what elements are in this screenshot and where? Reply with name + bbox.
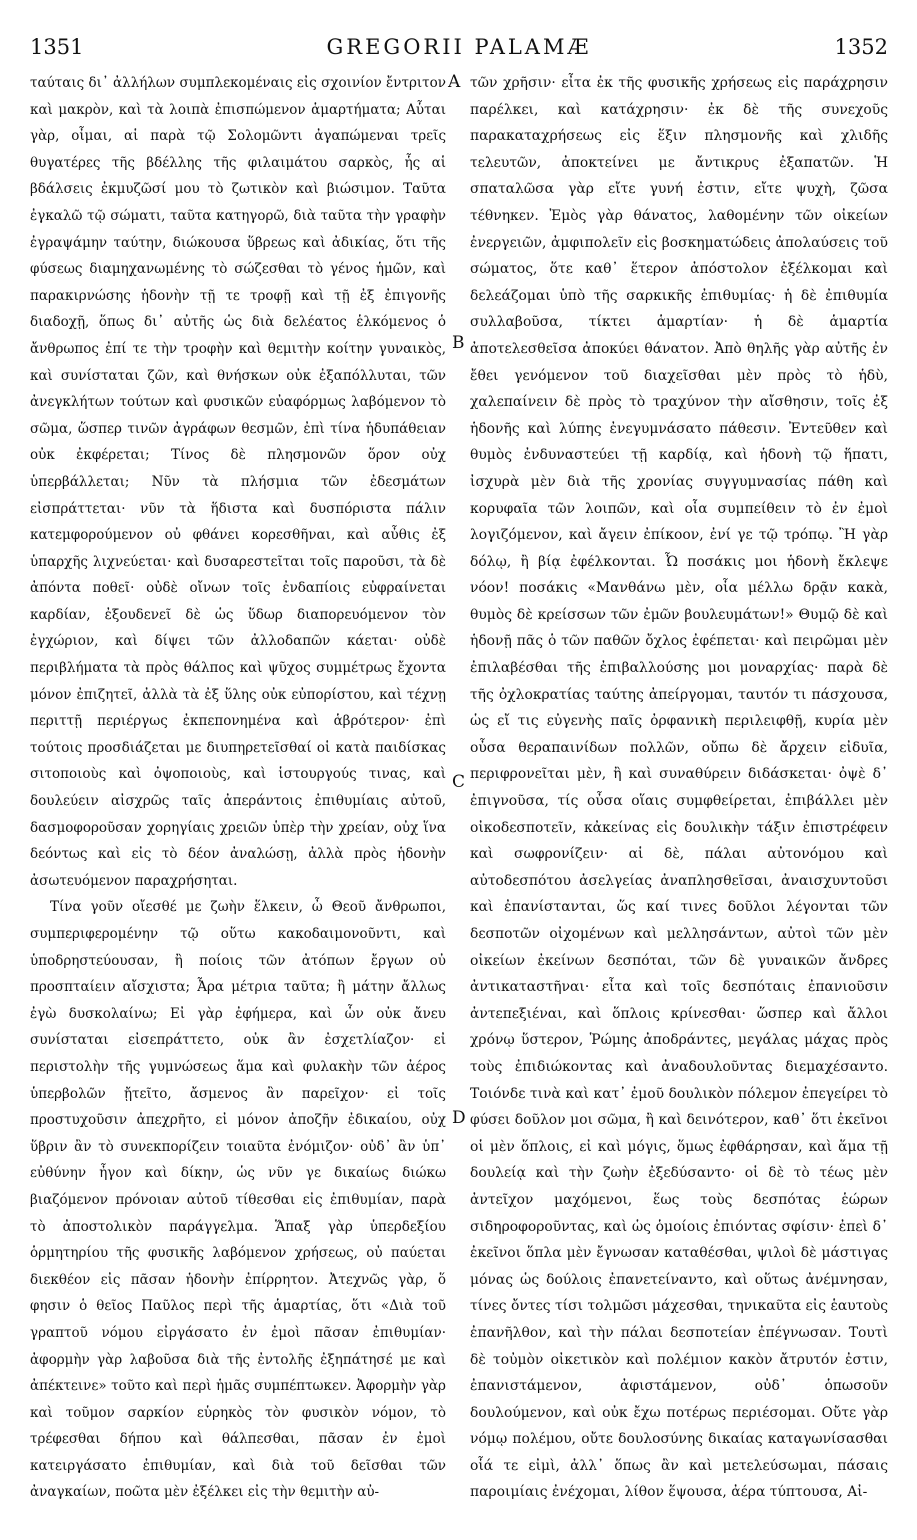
margin-letter-b: B bbox=[452, 333, 465, 353]
left-paragraph-1: ταύταις δι᾽ ἀλλήλων συμπλεκομέναις εἰς σχοινίον ἔντριτον καὶ μακρὸν, καὶ τὰ λοιπὰ ἐπισπώμενον ἁμαρτήματα; Αὗται γὰρ, οἶμαι, αἱ παρὰ τῷ Σολομῶντι ἀγαπώμεναι τρεῖς θυγατέρες τῆς βδέλλης τῆς φιλαιμάτου σαρκὸς, ἧς αἱ βδάλσεις ἐκμυζῶσί μου τὸ ζωτικὸν καὶ βιώσιμον. Ταῦτα ἐγκαλῶ τῷ σώματι, ταῦτα κατηγορῶ, διὰ ταῦτα τὴν γραφὴν ἐγραψάμην ταύτην, διώκουσα ὕβρεως καὶ ἀδικίας, ὅτι τῆς φύσεως διαμηχανωμένης τὸ σώζεσθαι τὸ γένος ἡμῶν, καὶ παρακιρνώσης ἡδονὴν τῇ τε τροφῇ καὶ τῇ ἐξ ἐπιγονῆς διαδοχῇ, ὅπως δι᾽ αὐτῆς ὡς διὰ δελέατος ἑλκόμενος ὁ ἄνθρωπος ἐπί τε τὴν τροφὴν καὶ θεμιτὴν κοίτην γυναικὸς, καὶ συνίσταται ζῶν, καὶ θνήσκων οὐκ ἐξαπόλλυται, τῶν ἀνεγκλήτων τούτων καὶ φυσικῶν εὐαφόρμως λαβόμενον τὸ σῶμα, ὥσπερ τινῶν ἀγράφων θεσμῶν, ἐπὶ τίνα ἡδυπάθειαν οὐκ ἐκφέρεται; Τίνος δὲ πλησμονῶν ὅρον οὐχ ὑπερβάλλεται; Νῦν τὰ πλήσμια τῶν ἐδεσμάτων εἰσπράττεται· νῦν τὰ ἥδιστα καὶ δυσπόριστα πάλιν κατεμφορούμενον οὐ φθάνει κορεσθῆναι, καὶ αὖθις ἐξ ὑπαρχῆς λιχνεύεται· καὶ δυσαρεστεῖται τοῖς παροῦσι, τὰ δὲ ἀπόντα ποθεῖ· οὐδὲ οἴνων τοῖς ἐνδαπίοις εὐφραίνεται καρδίαν, ἐξουδενεῖ δὲ ὡς ὕδωρ διαπορευόμενον τὸν ἐγχώριον, καὶ δίψει τῶν ἀλλοδαπῶν κάεται· οὐδὲ περιβλήματα τὰ πρὸς θάλπος καὶ ψῦχος συμμέτρως ἔχοντα μόνον ἐπιζητεῖ, ἀλλὰ τὰ ἐξ ὕλης οὐκ εὐπορίστου, καὶ τέχνῃ περιττῇ περιέργως ἐκπεπονημένα καὶ ἁβρότερον· ἐπὶ τούτοις προσδιάζεται με διυπηρετεῖσθαί οἱ κατὰ παιδίσκας σιτοποιοὺς καὶ ὀψοποιοὺς, καὶ ἱστουργούς τινας, καὶ δουλεύειν αἰσχρῶς ταῖς ἀπεράντοις ἐπιθυμίαις αὐτοῦ, δασμοφοροῦσαν χορηγίαις χρειῶν ὑπὲρ τὴν χρείαν, οὐχ ἵνα δεόντως καὶ εἰς τὸ δέον ἀναλώσῃ, ἀλλὰ πρὸς ἡδονὴν ἀσωτευόμενον παραχρήσηται. bbox=[30, 75, 446, 889]
left-column bbox=[30, 70, 446, 1506]
left-paragraph-2: Τίνα γοῦν οἴεσθέ με ζωὴν ἕλκειν, ὦ Θεοῦ ἄνθρωποι, συμπεριφερομένην τῷ οὕτω κακοδαιμονοῦντι, καὶ ὑποδρηστεύουσαν, ἢ ποίοις τῶν ἀτόπων ἔργων οὐ προσπταίειν αἴσχιστα; Ἆρα μέτρια ταῦτα; ἢ μάτην ἄλλως ἐγὼ δυσκολαίνω; Εἰ γὰρ ἐφήμερα, καὶ ὧν οὐκ ἄνευ συνίσταται εἰσεπράττετο, οὐκ ἂν ἐσχετλίαζον· εἰ περιστολὴν τῆς γυμνώσεως ἅμα καὶ φυλακὴν τῶν ἀέρος ὑπερβολῶν ᾔτεῖτο, ἄσμενος ἂν παρεῖχον· εἰ τοῖς προστυχοῦσιν ἀπεχρῆτο, εἰ μόνον ἀποζῆν ἐδικαίου, οὐχ ὕβριν ἂν τὸ συνεκπορίζειν τοιαῦτα ἐνόμιζον· οὐδ᾽ ἂν ὑπ᾽ εὐθύνην ἦγον καὶ δίκην, ὡς νῦν γε δικαίως διώκω βιαζόμενον πρόνοιαν αὐτοῦ τίθεσθαι εἰς ἐπιθυμίαν, παρὰ τὸ ἀποστολικὸν παράγγελμα. Ἅπαξ γὰρ ὑπερδεξίου ὁρμητηρίου τῆς φυσικῆς λαβόμενον χρήσεως, οὐ παύεται διεκθέον εἰς πᾶσαν ἡδονὴν ἐπίρρητον. Ἀτεχνῶς γὰρ, ὅ φησιν ὁ θεῖος Παῦλος περὶ τῆς ἁμαρτίας, ὅτι «Διὰ τοῦ γραπτοῦ νόμου εἰργάσατο ἐν ἐμοὶ πᾶσαν ἐπιθυμίαν· ἀφορμὴν γὰρ λαβοῦσα διὰ τῆς ἐντολῆς ἐξηπάτησέ με καὶ ἀπέκτεινε» τοῦτο καὶ περὶ ἡμᾶς συμπέπτωκεν. Ἀφορμὴν γὰρ καὶ τοῦμον σαρκίον εὑρηκὸς τὸν φυσικὸν νόμον, τὸ τρέφεσθαι δήπου καὶ θάλπεσθαι, πᾶσαν ἐν ἐμοὶ κατειργάσατο ἐπιθυμίαν, καὶ διὰ τοῦ δεῖσθαι τῶν ἀναγκαίων, ποῶτα μὲν ἐξέλκει εἰς τὴν θεμιτὴν αὐ- bbox=[30, 899, 446, 1501]
page-number-right: 1352 bbox=[834, 35, 888, 59]
margin-letter-d: D bbox=[452, 1108, 466, 1128]
margin-letter-a: A bbox=[448, 72, 461, 92]
right-paragraph-1: τῶν χρῆσιν· εἶτα ἐκ τῆς φυσικῆς χρήσεως εἰς παράχρησιν παρέλκει, καὶ κατάχρησιν· ἐκ δὲ τῆς συνεχοῦς παρακαταχρήσεως εἰς ἕξιν πλησμονῆς καὶ χλιδῆς τελευτῶν, ἀποκτείνει με ἄντικρυς ἐξαπατῶν. Ἡ σπαταλῶσα γὰρ εἴτε γυνή ἐστιν, εἴτε ψυχὴ, ζῶσα τέθνηκεν. Ἐμὸς γὰρ θάνατος, λαθομένην τῶν οἰκείων ἐνεργειῶν, ἀμφιπολεῖν εἰς βοσκηματώδεις ἀπολαύσεις τοῦ σώματος, ὅτε καθ᾽ ἕτερον ἀπόστολον ἐξέλκομαι καὶ δελεάζομαι ὑπὸ τῆς σαρκικῆς ἐπιθυμίας· ἡ δὲ ἐπιθυμία συλλαβοῦσα, τίκτει ἁμαρτίαν· ἡ δὲ ἁμαρτία ἀποτελεσθεῖσα ἀποκύει θάνατον. Ἀπὸ θηλῆς γὰρ αὐτῆς ἐν ἔθει γενόμενον τοῦ διαχεῖσθαι μὲν πρὸς τὸ ἡδὺ, χαλεπαίνειν δὲ πρὸς τὸ τραχύνον τὴν αἴσθησιν, τοῖς ἐξ ἡδονῆς καὶ λύπης ἐνεγυμνάσατο πάθεσιν. Ἐντεῦθεν καὶ θυμὸς ἐνδυναστεύει τῇ καρδίᾳ, καὶ ἡδονὴ τῷ ἥπατι, ἰσχυρὰ μὲν διὰ τῆς χρονίας συγγυμνασίας πάθη καὶ κορυφαῖα τῶν λοιπῶν, καὶ οἷα συμπείθειν τὸ ἐν ἐμοὶ λογιζόμενον, καὶ ἄγειν ἐπίκοον, ἐνί γε τῷ τρόπῳ. Ἢ γὰρ δόλῳ, ἢ βίᾳ ἐφέλκονται. Ὦ ποσάκις μοι ἡδονὴ ἔκλεψε νόον! ποσάκις «Μανθάνω μὲν, οἷα μέλλω δρᾷν κακὰ, θυμὸς δὲ κρείσσων τῶν ἐμῶν βουλευμάτων!» Θυμῷ δὲ καὶ ἡδονῇ πᾶς ὁ τῶν παθῶν ὄχλος ἐφέπεται· καὶ πειρῶμαι μὲν ἐπιλαβέσθαι τῆς ἐπιβαλλούσης μοι μοναρχίας· παρὰ δὲ τῆς ὀχλοκρατίας ταύτης ἀπείργομαι, ταυτόν τι πάσχουσα, ὡς εἴ τις εὐγενὴς παῖς ὀρφανικὴ περιλειφθῇ, κυρία μὲν οὖσα θεραπαινίδων πολλῶν, οὔπω δὲ ἄρχειν εἰδυῖα, περιφρονεῖται μὲν, ἢ καὶ συναθύρειν διδάσκεται· ὀψὲ δ᾽ ἐπιγνοῦσα, τίς οὖσα οἵαις συμφθείρεται, ἐπιβάλλει μὲν οἰκοδεσποτεῖν, κἀκείνας εἰς δουλικὴν τάξιν ἐπιστρέφειν καὶ σωφρονίζειν· αἱ δὲ, πάλαι αὐτονόμου καὶ αὐτοδεσπότου ἀσελγείας ἀναπλησθεῖσαι, ἀναισχυντοῦσι καὶ ἐπανίστανται, ὥς καί τινες δοῦλοι λέγονται τῶν δεσποτῶν οἰχομένων καὶ μελλησάντων, αὐτοὶ τῶν μὲν οἰκείων ἐκείνων δεσπόται, τῶν δὲ γυναικῶν ἄνδρες ἀντικαταστῆναι· εἶτα καὶ τοῖς δεσπόταις ἐπανιοῦσιν ἀντεπεξιέναι, καὶ ὅπλοις κρίνεσθαι· ὥσπερ καὶ ἄλλοι χρόνῳ ὕστερον, Ῥώμης ἀποδράντες, μεγάλας μάχας πρὸς τοὺς ἐπιδιώκοντας καὶ ἀναδουλοῦντας διεμαχέσαντο. Τοιόνδε τινὰ καὶ κατ᾽ ἐμοῦ δουλικὸν πόλεμον ἐπεγείρει τὸ φύσει δοῦλον μοι σῶμα, ἢ καὶ δεινότερον, καθ᾽ ὅτι ἐκεῖνοι οἱ μὲν ὅπλοις, εἰ καὶ μόγις, ὅμως ἐφθάρησαν, καὶ ἅμα τῇ δουλείᾳ καὶ τὴν ζωὴν ἐξεδύσαντο· οἱ δὲ τὸ τέως μὲν ἀντεῖχον μαχόμενοι, ἕως τοὺς δεσπότας ἑώρων σιδηροφοροῦντας, καὶ ὡς ὁμοίοις ἐπιόντας σφίσιν· ἐπεὶ δ᾽ ἐκεῖνοι ὅπλα μὲν ἔγνωσαν καταθέσθαι, ψιλοὶ δὲ μάστιγας μόνας ὡς δούλοις ἐπανετείναντο, καὶ οὕτως ἀνέμνησαν, τίνες ὄντες τίσι τολμῶσι μάχεσθαι, τηνικαῦτα εἰς ἑαυτοὺς ἐπανῆλθον, καὶ τὴν πάλαι δεσποτείαν ἐπέγνωσαν. Τουτὶ δὲ τοὐμὸν οἰκετικὸν καὶ πολέμιον κακὸν ἄτρυτόν ἐστιν, ἐπανιστάμενον, ἀφιστάμενον, οὐδ᾽ ὁπωσοῦν δουλούμενον, καὶ οὐκ ἔχω ποτέρως περιέσομαι. Οὔτε γὰρ νόμῳ πολέμου, οὔτε δουλοσύνης δικαίας καταγωνίσασθαι οἷά τε εἰμὶ, ἀλλ᾽ ὅπως ἂν καὶ μετελεύσωμαι, πάσαις παροιμίαις ἐνέχομαι, λίθον ἕψουσα, ἀέρα τύπτουσα, Αἰ- bbox=[470, 75, 888, 1501]
running-title: GREGORII PALAMÆ bbox=[326, 35, 592, 59]
margin-letter-c: C bbox=[452, 772, 466, 792]
page-number-left: 1351 bbox=[30, 35, 84, 59]
right-column bbox=[470, 70, 888, 1506]
page-header bbox=[30, 32, 888, 64]
